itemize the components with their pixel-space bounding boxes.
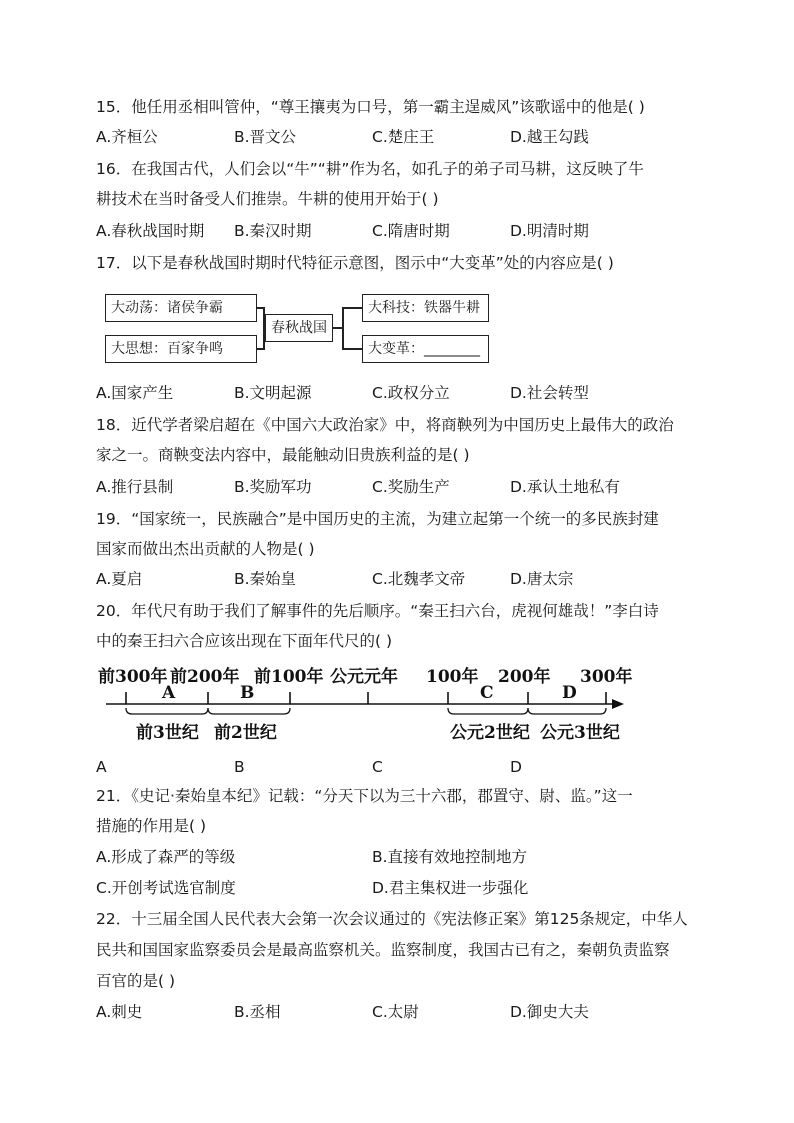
bracket-label: 前2世纪 (214, 723, 277, 743)
connector (342, 348, 362, 350)
tick-label: 200年 (498, 667, 551, 687)
q15-option-b[interactable]: B.晋文公 (234, 128, 297, 146)
q19-option-c[interactable]: C.北魏孝文帝 (372, 570, 466, 588)
q20-option-c[interactable]: C (372, 758, 383, 776)
q17-option-c[interactable]: C.政权分立 (372, 384, 450, 402)
q21-option-d[interactable]: D.君主集权进一步强化 (372, 879, 529, 897)
question-21-line-1: 21．《史记·秦始皇本纪》记载：“分天下以为三十六郡，郡置守、尉、监。”这一 (96, 787, 633, 805)
q15-option-d[interactable]: D.越王勾践 (510, 128, 589, 146)
question-22-line-3: 百官的是( ) (96, 972, 176, 990)
question-16-line-2: 耕技术在当时备受人们推崇。牛耕的使用开始于( ) (96, 190, 439, 208)
question-18-line-2: 家之一。商鞅变法内容中，最能触动旧贵族利益的是( ) (96, 446, 470, 464)
q20-option-b[interactable]: B (234, 758, 245, 776)
question-19-line-1: 19．“国家统一，民族融合”是中国历史的主流，为建立起第一个统一的多民族封建 (96, 510, 659, 528)
question-20-line-1: 20．年代尺有助于我们了解事件的先后顺序。“秦王扫六台，虎视何雄哉！”李白诗 (96, 602, 659, 620)
q19-option-a[interactable]: A.夏启 (96, 570, 143, 588)
q16-option-d[interactable]: D.明清时期 (510, 222, 589, 240)
q18-option-d[interactable]: D.承认土地私有 (510, 478, 620, 496)
q22-option-b[interactable]: B.丞相 (234, 1003, 281, 1021)
connector (342, 307, 344, 350)
century-bracket (448, 708, 528, 714)
ruler-arrow (612, 699, 624, 709)
century-bracket (126, 708, 208, 714)
q19-option-d[interactable]: D.唐太宗 (510, 570, 574, 588)
diagram-box-technology: 大科技：铁器牛耕 (362, 294, 489, 322)
question-17-line-1: 17．以下是春秋战国时期时代特征示意图，图示中“大变革”处的内容应是( ) (96, 254, 614, 272)
q21-option-a[interactable]: A.形成了森严的等级 (96, 848, 236, 866)
q17-option-b[interactable]: B.文明起源 (234, 384, 312, 402)
segment-label: A (162, 683, 176, 703)
question-20-line-2: 中的秦王扫六合应该出现在下面年代尺的( ) (96, 632, 393, 650)
bracket-label: 公元3世纪 (540, 723, 620, 743)
bracket-label: 前3世纪 (136, 723, 199, 743)
year-ruler (96, 658, 636, 754)
q22-option-a[interactable]: A.刺史 (96, 1003, 143, 1021)
diagram-box-center: 春秋战国 (265, 314, 333, 342)
q20-option-a[interactable]: A (96, 758, 107, 776)
segment-label: B (240, 683, 255, 703)
q21-option-c[interactable]: C.开创考试选官制度 (96, 879, 236, 897)
q16-option-c[interactable]: C.隋唐时期 (372, 222, 450, 240)
q16-option-a[interactable]: A.春秋战国时期 (96, 222, 205, 240)
q20-option-d[interactable]: D (510, 758, 522, 776)
tick-label: 300年 (580, 667, 633, 687)
tick-label: 前300年 (98, 667, 168, 687)
tick-label: 100年 (426, 667, 479, 687)
tick-label: 公元元年 (330, 667, 398, 687)
q16-option-b[interactable]: B.秦汉时期 (234, 222, 312, 240)
question-22-line-2: 民共和国国家监察委员会是最高监察机关。监察制度，我国古已有之，秦朝负责监察 (96, 941, 670, 959)
tick-label: 前200年 (170, 667, 240, 687)
diagram-box-thought: 大思想：百家争鸣 (105, 335, 257, 363)
q18-option-a[interactable]: A.推行县制 (96, 478, 174, 496)
q18-option-b[interactable]: B.奖励军功 (234, 478, 312, 496)
question-22-line-1: 22．十三届全国人民代表大会第一次会议通过的《宪法修正案》第125条规定，中华人 (96, 910, 688, 928)
century-bracket (208, 708, 290, 714)
century-bracket (528, 708, 606, 714)
segment-label: C (480, 683, 494, 703)
q15-option-a[interactable]: A.齐桓公 (96, 128, 158, 146)
q22-option-d[interactable]: D.御史大夫 (510, 1003, 589, 1021)
q17-option-d[interactable]: D.社会转型 (510, 384, 589, 402)
q18-option-c[interactable]: C.奖励生产 (372, 478, 450, 496)
question-16-line-1: 16．在我国古代，人们会以“牛”“耕”作为名，如孔子的弟子司马耕，这反映了牛 (96, 160, 644, 178)
connector (342, 307, 362, 309)
segment-label: D (562, 683, 577, 703)
question-19-line-2: 国家而做出杰出贡献的人物是( ) (96, 540, 315, 558)
q22-option-c[interactable]: C.太尉 (372, 1003, 419, 1021)
question-15-line-1: 15．他任用丞相叫管仲，“尊王攘夷为口号，第一霸主逞威风”该歌谣中的他是( ) (96, 98, 645, 116)
diagram-box-upheaval: 大动荡：诸侯争霸 (105, 294, 257, 322)
q21-option-b[interactable]: B.直接有效地控制地方 (372, 848, 528, 866)
diagram-box-reform: 大变革：________ (362, 335, 489, 363)
tick-label: 前100年 (254, 667, 324, 687)
question-18-line-1: 18．近代学者梁启超在《中国六大政治家》中，将商鞅列为中国历史上最伟大的政治 (96, 416, 674, 434)
question-21-line-2: 措施的作用是( ) (96, 817, 207, 835)
bracket-label: 公元2世纪 (450, 723, 530, 743)
q15-option-c[interactable]: C.楚庄王 (372, 128, 435, 146)
q19-option-b[interactable]: B.秦始皇 (234, 570, 297, 588)
q17-option-a[interactable]: A.国家产生 (96, 384, 174, 402)
